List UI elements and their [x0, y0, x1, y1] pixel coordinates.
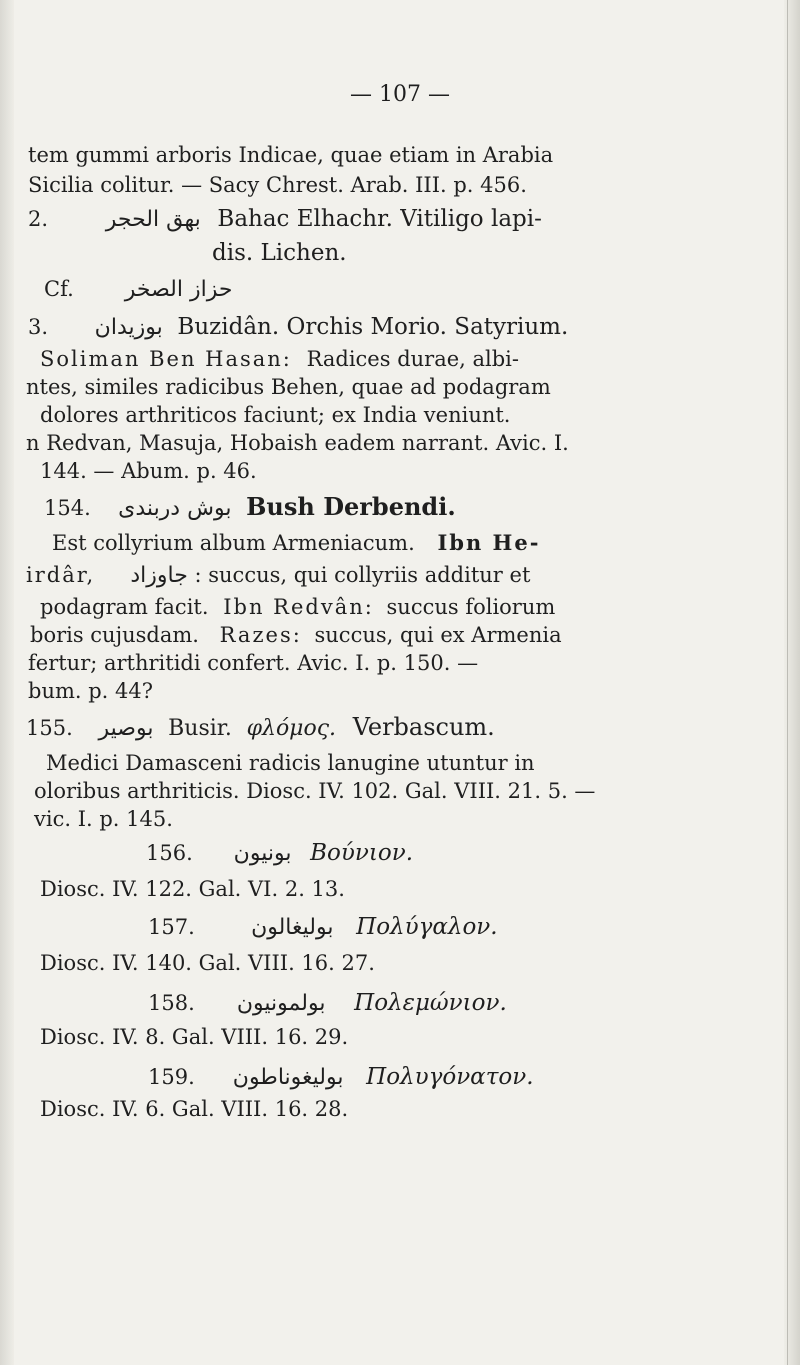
text-line-9: dolores arthriticos faciunt; ex India veniunt.	[40, 403, 511, 427]
text-segment: Est collyrium album Armeniacum.	[52, 531, 415, 555]
entry-3-line	[28, 314, 568, 341]
arabic-term: جاوزاد	[130, 563, 188, 588]
text-line-14	[26, 562, 530, 589]
entry-heading: Bush Derbendi.	[246, 492, 456, 521]
author-name: Soliman Ben Hasan:	[40, 347, 292, 371]
greek-term: φλόμος.	[246, 716, 337, 741]
page-number-header: — 107 —	[350, 82, 450, 107]
text-line-28: Diosc. IV. 8. Gal. VIII. 16. 29.	[40, 1025, 349, 1049]
crossref-line	[44, 276, 232, 303]
author-name: Ibn Redvân:	[223, 595, 374, 619]
author-name: irdâr,	[26, 563, 96, 587]
arabic-term: بونيون	[233, 841, 292, 866]
text-line-30: Diosc. IV. 6. Gal. VIII. 16. 28.	[40, 1097, 349, 1121]
arabic-term: بوصير	[98, 716, 154, 741]
entry-159-line	[148, 1064, 534, 1091]
crossref-label: Cf.	[44, 277, 74, 301]
greek-term: Βούνιον.	[310, 840, 414, 866]
entry-number: 158.	[148, 991, 195, 1015]
entry-heading: Busir.	[168, 716, 232, 741]
text-line-7	[40, 346, 519, 372]
text-line-24: Diosc. IV. 122. Gal. VI. 2. 13.	[40, 877, 345, 901]
page-left-edge-shadow	[0, 0, 14, 1365]
entry-number: 2.	[28, 207, 49, 231]
entry-number: 159.	[148, 1065, 195, 1089]
text-line-26: Diosc. IV. 140. Gal. VIII. 16. 27.	[40, 951, 375, 975]
text-line-8: ntes, similes radicibus Behen, quae ad podagram	[26, 375, 551, 399]
text-line-22: vic. I. p. 145.	[34, 807, 173, 831]
author-name: Ibn He-	[437, 530, 541, 555]
text-segment: : succus, qui collyriis additur et	[194, 563, 531, 587]
text-line-21: oloribus arthriticis. Diosc. IV. 102. Gal. VIII. 21. 5. —	[34, 779, 596, 803]
entry-number: 156.	[146, 841, 193, 865]
text-segment: podagram facit.	[40, 595, 209, 619]
entry-number: 3.	[28, 315, 49, 339]
entry-157-line	[148, 914, 498, 941]
text-line-18: bum. p. 44?	[28, 679, 154, 703]
entry-number: 154.	[44, 496, 91, 520]
greek-term: Πολύγαλον.	[356, 914, 498, 940]
text-line-1: tem gummi arboris Indicae, quae etiam in Arabia	[28, 143, 554, 167]
arabic-term: حزاز الصخر	[124, 277, 233, 302]
entry-155-line	[26, 714, 495, 742]
text-line-16	[30, 622, 562, 648]
arabic-term: بوليغوناطون	[232, 1065, 344, 1090]
text-segment: boris cujusdam.	[30, 623, 199, 647]
greek-term: Πολυγόνατον.	[366, 1064, 534, 1090]
text-segment: Radices durae, albi-	[306, 347, 519, 371]
arabic-term: بوزيدان	[94, 315, 163, 340]
text-line-17: fertur; arthritidi confert. Avic. I. p. 150. —	[28, 651, 479, 675]
latin-term: Verbascum.	[352, 713, 495, 741]
entry-number: 155.	[26, 716, 73, 740]
entry-154-line	[44, 494, 456, 522]
greek-term: Πολεμώνιον.	[354, 990, 507, 1016]
text-line-15	[40, 594, 555, 620]
entry-156-line	[146, 840, 413, 867]
arabic-term: بهق الحجر	[105, 207, 201, 232]
arabic-term: بوش دربندى	[118, 496, 232, 521]
text-segment: succus foliorum	[386, 595, 556, 619]
arabic-term: بوليغالون	[251, 915, 334, 940]
text-segment: succus, qui ex Armenia	[314, 623, 562, 647]
author-name: Razes:	[219, 623, 302, 647]
text-line-20: Medici Damasceni radicis lanugine utuntur in	[46, 751, 535, 775]
text-line-2: Sicilia colitur. — Sacy Chrest. Arab. III. p. 456.	[28, 173, 527, 197]
arabic-term: بولمونيون	[236, 991, 326, 1016]
entry-number: 157.	[148, 915, 195, 939]
entry-heading: Buzidân. Orchis Morio. Satyrium.	[177, 314, 569, 340]
entry-2-line	[28, 206, 542, 233]
text-line-11: 144. — Abum. p. 46.	[40, 459, 257, 483]
page-right-edge-line	[787, 0, 788, 1365]
entry-158-line	[148, 990, 507, 1017]
text-line-13	[52, 530, 540, 556]
text-line-4: dis. Lichen.	[212, 240, 347, 266]
text-line-10: n Redvan, Masuja, Hobaish eadem narrant. Avic. I.	[26, 431, 569, 455]
entry-heading: Bahac Elhachr. Vitiligo lapi-	[217, 206, 542, 232]
